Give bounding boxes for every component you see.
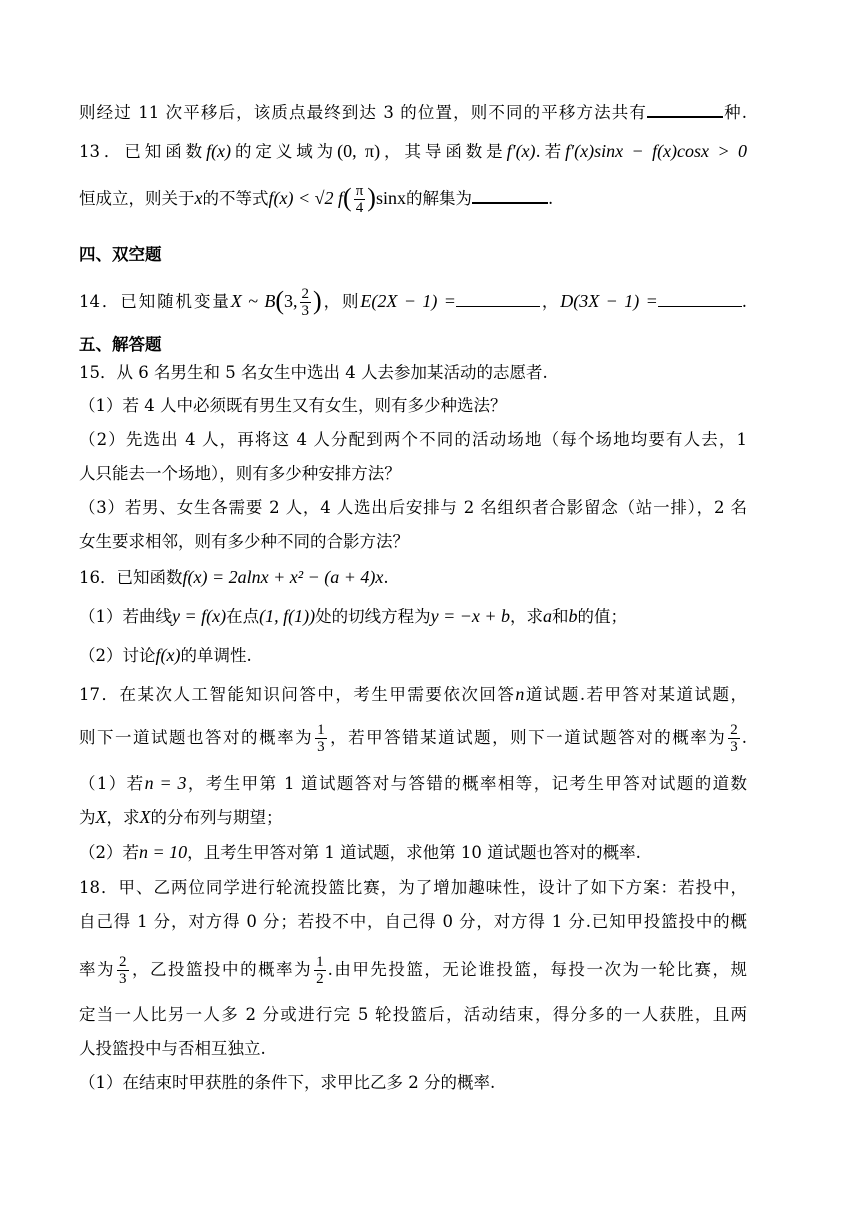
q16-text: 和 [552,607,569,626]
q16-text: （2）讨论 [79,646,156,665]
q13-text: 恒成立，则关于 [79,189,195,208]
q16-part-1 [79,604,627,629]
q18-text: ，乙投篮投中的概率为 [130,960,313,979]
q15-part-3b: 女生要求相邻，则有多少种不同的合影方法？ [79,532,409,551]
q13-stem: 13．已知函数 [79,142,207,161]
math-domain: (0, π) [337,141,381,161]
q18-part-1: （1）在结束时甲获胜的条件下，求甲比乙多 2 分的概率. [79,1073,496,1092]
period: . [547,189,554,208]
q16-text: 的值； [577,607,628,626]
math-expectation: E(2X − 1) = [360,291,456,311]
q16-text: （1）若曲线 [79,607,172,626]
q17-line-1 [79,682,747,707]
q18-line-3 [79,954,747,987]
q17-text: ，考生甲第 1 道试题答对与答错的概率相等，记考生甲答对试题的道数 [186,774,747,793]
math-condition: f′(x)sinx − f(x)cosx > 0 [565,141,748,161]
q16-stem: 16．已知函数 [79,568,183,587]
q17-text: （2）若 [79,843,139,862]
q13-line-2: 恒成立，则关于x的不等式f(x) < √2 f( $\frac{\pi}{4}$ )sinx的解集为 . [79,183,554,216]
answer-blank [472,201,548,204]
q15-part-2b: 人只能去一个场地），则有多少种安排方法？ [79,464,401,483]
q16-text: 处的切线方程为 [315,607,431,626]
fraction-1-2: $\frac{1}{2}$ [316,954,324,987]
q18-line-1: 18．甲、乙两位同学进行轮流投篮比赛，为了增加趣味性，设计了如下方案：若投中， [79,878,747,897]
q16-text: ，求 [510,607,544,626]
q12-tail-end: 种. [723,103,747,122]
q18-text: .由甲先投篮，无论谁投篮，每投一次为一轮比赛，规 [327,960,747,979]
fraction-2-3: $\frac{2}{3}$ [730,722,738,755]
math-tangent: y = −x + b [430,606,511,626]
q14-line: 14．已知随机变量X ~ B(3, $\frac{2}{3}$ )，则E(2X − 1) = ，D(3X − 1) = . [79,286,748,319]
math-X: X [95,807,107,827]
q17-text: 17．在某次人工智能知识问答中，考生甲需要依次回答 [79,685,516,704]
math-sinx: sinx [375,188,406,208]
q12-tail-text: 则经过 11 次平移后，该质点最终到达 3 的位置，则不同的平移方法共有 [79,103,647,122]
math-X: X [139,807,151,827]
math-fx: f(x) [206,141,232,161]
section-title-5: 五、解答题 [79,335,162,354]
q16-stem-line: 16．已知函数f(x) = 2alnx + x² − (a + 4)x. [79,567,389,587]
math-n-eq-3: n = 3 [144,773,187,793]
math-var: x [194,188,203,208]
period: . [741,292,748,311]
q16-part-2 [79,643,252,668]
fraction-1-3: $\frac{1}{3}$ [317,722,325,755]
q18-text: 率为 [79,960,116,979]
q14-text: ， [539,292,561,311]
q13-line-1 [79,139,747,164]
math-point: (1, f(1)) [259,606,316,626]
q15-stem: 15．从 6 名男生和 5 名女生中选出 4 人去参加某活动的志愿者. [79,363,548,382]
math-a: a [543,606,553,626]
q17-part-2 [79,840,641,865]
q17-text: （1）若 [79,774,145,793]
q17-part-1a [79,771,747,796]
fraction-pi-4: $\frac{\pi}{4}$ [355,183,364,216]
q18-line-4: 定当一人比另一人多 2 分或进行完 5 轮投篮后，活动结束，得分多的一人获胜，且两 [79,1005,747,1024]
q17-text: 为 [79,808,96,827]
q12-tail-line [79,101,747,125]
q14-text: ，则 [321,292,361,311]
q17-text: ，且考生甲答对第 1 道试题，求他第 10 道试题也答对的概率. [187,843,641,862]
fraction-2-3: $\frac{2}{3}$ [301,286,310,319]
q17-line-2 [79,722,747,755]
q17-text: 的分布列与期望； [150,808,283,827]
q17-text: 道试题.若甲答对某道试题， [524,685,748,704]
q16-text: 的单调性. [180,646,252,665]
q13-text: ，其导函数是 [380,142,507,161]
math-b: b [568,606,578,626]
q17-text: ，若甲答错某道试题，则下一道试题答对的概率为 [328,728,727,747]
q14-stem: 14．已知随机变量 [79,292,231,311]
q13-text: 的定义域为 [231,142,338,161]
math-rv: X ~ B [230,291,276,311]
answer-blank [658,305,742,307]
math-variance: D(3X − 1) = [560,291,658,311]
math-function: f(x) = 2alnx + x² − (a + 4)x [182,567,384,587]
answer-blank [647,115,723,118]
q13-text: 的不等式 [202,189,269,208]
q18-line-5: 人投篮投中与否相互独立. [79,1039,266,1058]
math-inequality: f(x) < √2 f [268,188,344,208]
section-title-4: 四、双空题 [79,245,162,264]
q17-text: ，求 [106,808,140,827]
math-fx: f(x) [155,645,181,665]
math-rv-args: 3, [284,291,298,311]
math-n: n [515,684,525,704]
q13-text: .若 [535,142,566,161]
fraction-2-3: $\frac{2}{3}$ [119,954,127,987]
math-curve: y = f(x) [172,606,227,626]
q17-text: 则下一道试题也答对的概率为 [79,728,314,747]
q15-part-3a: （3）若男、女生各需要 2 人，4 人选出后安排与 2 名组织者合影留念（站一排），2 名 [79,498,747,517]
period: . [741,728,748,747]
q17-part-1b [79,805,283,830]
q18-line-2: 自己得 1 分，对方得 0 分；若投不中，自己得 0 分，对方得 1 分.已知甲投篮投中的概 [79,912,747,931]
q13-text: 的解集为 [405,189,472,208]
math-n-eq-10: n = 10 [139,842,188,862]
math-derivative: f′(x) [506,141,536,161]
q15-part-1: （1）若 4 人中必须既有男生又有女生，则有多少种选法？ [79,396,507,415]
answer-blank [456,305,540,307]
q16-text: 在点 [226,607,260,626]
q15-part-2a: （2）先选出 4 人，再将这 4 人分配到两个不同的活动场地（每个场地均要有人去，1 [79,430,747,449]
